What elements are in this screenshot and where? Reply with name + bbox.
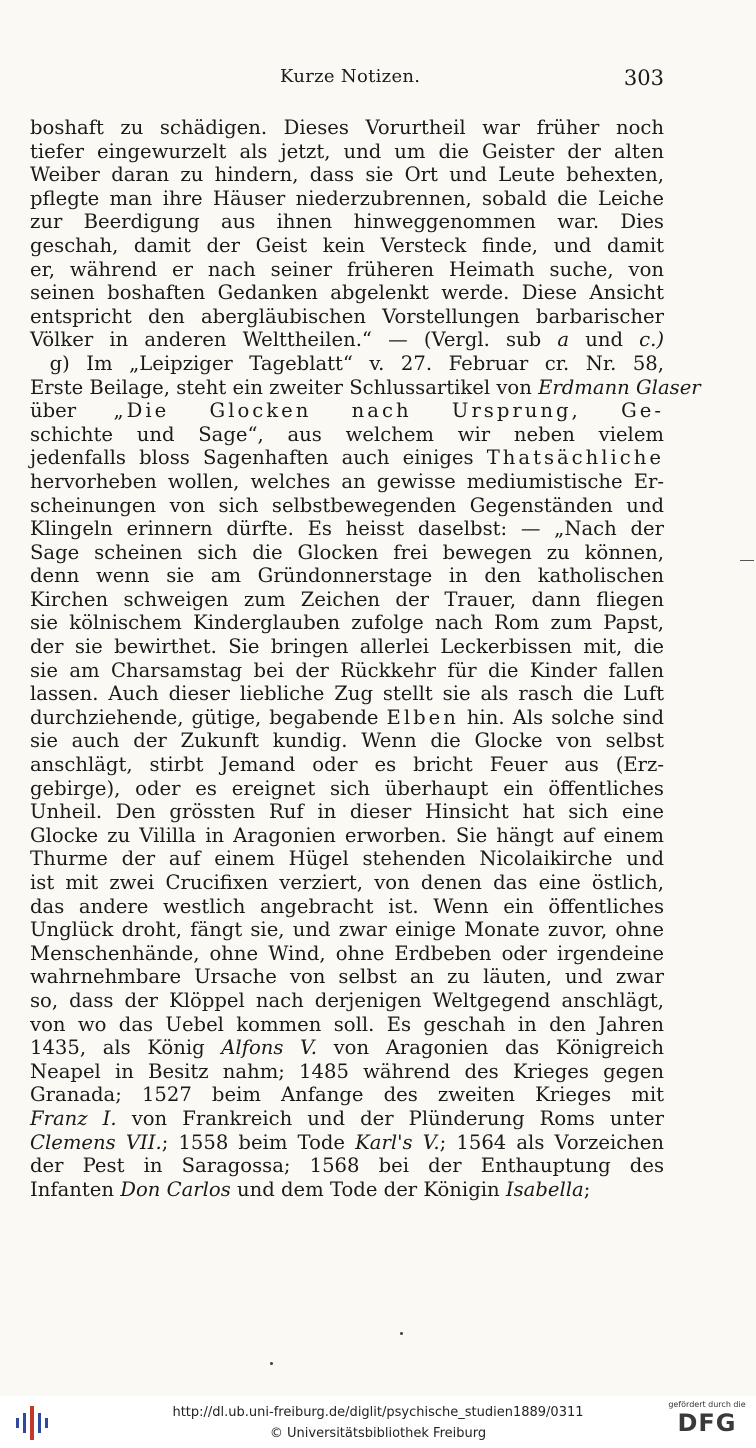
- text-line: über „Die Glocken nach Ursprung, Ge-: [30, 399, 664, 423]
- text-line: jedenfalls bloss Sagenhaften auch einiges Thatsächliche: [30, 446, 664, 470]
- text-line: pflegte man ihre Häuser niederzubrennen, sobald die Leiche: [30, 186, 664, 210]
- text-line: Granada; 1527 beim Anfange des zweiten Krieges mit: [30, 1083, 664, 1107]
- running-head: [30, 66, 664, 94]
- text-line: denn wenn sie am Gründonnerstage in den katholischen: [30, 564, 664, 588]
- dfg-logo: [662, 1400, 752, 1444]
- text-line: so, dass der Klöppel nach derjenigen Weltgegend anschlägt,: [30, 988, 664, 1012]
- text-line: Unheil. Den grössten Ruf in dieser Hinsicht hat sich eine: [30, 800, 664, 824]
- text-line: sie am Charsamstag bei der Rückkehr für die Kinder fallen: [30, 658, 664, 682]
- text-line: entspricht den abergläubischen Vorstellungen barbarischer: [30, 304, 664, 328]
- text-line: der Pest in Saragossa; 1568 bei der Enthauptung des: [30, 1154, 664, 1178]
- text-line: tiefer eingewurzelt als jetzt, und um die Geister der alten: [30, 139, 664, 163]
- margin-mark: [740, 560, 754, 561]
- text-line: Klingeln erinnern dürfte. Es heisst daselbst: — „Nach der: [30, 517, 664, 541]
- text-line: Kirchen schweigen zum Zeichen der Trauer, dann fliegen: [30, 587, 664, 611]
- copyright-notice: © Universitätsbibliothek Freiburg: [269, 1426, 487, 1441]
- text-line: Menschenhände, ohne Wind, ohne Erdbeben oder irgendeine: [30, 941, 664, 965]
- text-line: Erste Beilage, steht ein zweiter Schlussartikel von Erdmann Glaser: [30, 375, 701, 399]
- text-line: sie auch der Zukunft kundig. Wenn die Glocke von selbst: [30, 729, 664, 753]
- running-title: Kurze Notizen.: [280, 66, 421, 87]
- text-line: sie kölnischem Kinderglauben zufolge nach Rom zum Papst,: [30, 611, 664, 635]
- text-line: ist mit zwei Crucifixen verziert, von denen das eine östlich,: [30, 871, 664, 894]
- text-line: hervorheben wollen, welches an gewisse mediumistische Er-: [30, 469, 664, 493]
- text-line: Unglück droht, fängt sie, und zwar einige Monate zuvor, ohne: [30, 918, 664, 942]
- source-url-link[interactable]: http://dl.ub.uni-freiburg.de/diglit/psychische_studien1889/0311: [172, 1405, 584, 1420]
- text-line: seinen boshaften Gedanken abgelenkt werde. Diese Ansicht: [30, 281, 664, 305]
- text-line: Glocke zu Vililla in Aragonien erworben. Sie hängt auf einem: [30, 823, 664, 847]
- dfg-wordmark: DFG: [677, 1409, 737, 1437]
- text-line: Weiber daran zu hindern, dass sie Ort und Leute behexten,: [30, 163, 664, 187]
- text-line: zur Beerdigung aus ihnen hinweggenommen war. Dies: [30, 210, 664, 234]
- text-line: 1435, als König Alfons V. von Aragonien das Königreich: [30, 1036, 665, 1060]
- text-line: Neapel in Besitz nahm; 1485 während des Krieges gegen: [30, 1059, 664, 1083]
- footer-bar: [0, 1396, 756, 1448]
- text-line: schichte und Sage“, aus welchem wir neben vielem: [30, 422, 664, 446]
- text-line: von wo das Uebel kommen soll. Es geschah in den Jahren: [30, 1012, 664, 1036]
- text-line: lassen. Auch dieser liebliche Zug stellt sie als rasch die Luft: [30, 682, 664, 706]
- text-line: boshaft zu schädigen. Dieses Vorurtheil war früher noch: [30, 116, 664, 139]
- text-line: das andere westlich angebracht ist. Wenn ein öffentliches: [30, 894, 664, 918]
- text-line: Franz I. von Frankreich und der Plünderung Roms unter: [30, 1106, 664, 1130]
- text-line: geschah, damit der Geist kein Versteck finde, und damit: [30, 233, 664, 257]
- dfg-tagline: gefördert durch die: [668, 1400, 746, 1409]
- text-line: er, während er nach seiner früheren Heimath suche, von: [30, 257, 664, 281]
- text-line: durchziehende, gütige, begabende Elben hin. Als solche sind: [30, 705, 665, 729]
- text-line: scheinungen von sich selbstbewegenden Gegenständen und: [30, 493, 664, 517]
- text-line: g) Im „Leipziger Tageblatt“ v. 27. Februar cr. Nr. 58,: [49, 351, 664, 375]
- ink-speck: [270, 1362, 273, 1365]
- text-line: gebirge), oder es ereignet sich überhaupt ein öffentliches: [30, 776, 664, 800]
- text-line: der sie bewirthet. Sie bringen allerlei Leckerbissen mit, die: [30, 635, 664, 659]
- page-number: 303: [623, 66, 664, 90]
- text-line: Sage scheinen sich die Glocken frei bewegen zu können,: [30, 540, 664, 564]
- text-line: Clemens VII.; 1558 beim Tode Karl's V.; 1564 als Vorzeichen: [30, 1130, 665, 1154]
- body-text: [30, 116, 701, 1201]
- ink-speck: [400, 1332, 403, 1335]
- author-name: Erdmann Glaser: [538, 375, 701, 399]
- text-line: Infanten Don Carlos und dem Tode der Königin Isabella;: [30, 1177, 591, 1201]
- text-line: Thurme der auf einem Hügel stehenden Nicolaikirche und: [30, 847, 664, 871]
- text-line: anschlägt, stirbt Jemand oder es bricht Feuer aus (Erz-: [30, 753, 664, 777]
- text-line: Völker in anderen Welttheilen.“ — (Vergl. sub a und c.): [30, 328, 664, 352]
- text-line: wahrnehmbare Ursache von selbst an zu läuten, und zwar: [30, 965, 664, 989]
